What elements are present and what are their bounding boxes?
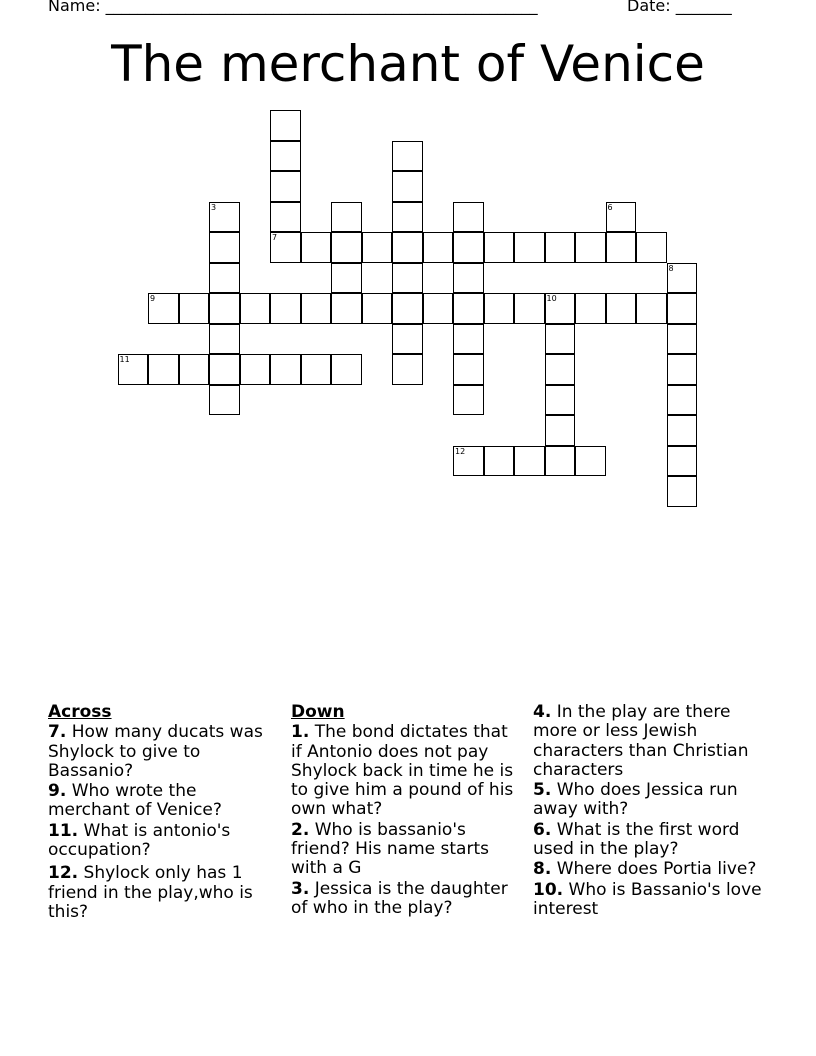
crossword-cell[interactable] (514, 446, 545, 477)
crossword-cell[interactable] (179, 293, 210, 324)
clue-down-5 (533, 781, 765, 820)
crossword-cell[interactable] (545, 293, 576, 324)
clue-number-label: 12 (455, 446, 466, 456)
clue-text: Who is Bassanio's love interest (533, 879, 762, 919)
crossword-cell[interactable] (667, 415, 698, 446)
crossword-cell[interactable] (545, 354, 576, 385)
clue-text: Who does Jessica run away with? (533, 780, 738, 820)
crossword-cell[interactable] (301, 293, 332, 324)
crossword-cell[interactable] (209, 354, 240, 385)
crossword-cell[interactable] (392, 141, 423, 172)
crossword-cell[interactable] (606, 293, 637, 324)
clue-text: Jessica is the daughter of who in the play? (291, 878, 508, 918)
clue-across-11 (48, 822, 273, 861)
clue-down-4 (533, 703, 765, 780)
clue-number: 3. (291, 878, 310, 899)
crossword-cell[interactable] (484, 232, 515, 263)
clue-number-label: 10 (546, 294, 557, 303)
crossword-cell[interactable] (209, 263, 240, 294)
crossword-cell[interactable] (392, 263, 423, 294)
crossword-cell[interactable] (392, 293, 423, 324)
clue-down-1 (291, 723, 523, 819)
crossword-cell[interactable] (331, 263, 362, 294)
clue-number-label: 9 (150, 294, 156, 303)
crossword-cell[interactable] (545, 415, 576, 446)
crossword-cell[interactable] (179, 354, 210, 385)
crossword-cell[interactable] (667, 324, 698, 355)
crossword-cell[interactable] (667, 385, 698, 416)
clue-number-label: 11 (119, 355, 130, 364)
crossword-cell[interactable] (270, 232, 301, 263)
crossword-cell[interactable] (453, 232, 484, 263)
crossword-cell[interactable] (667, 476, 698, 507)
crossword-cell[interactable] (392, 171, 423, 202)
clue-text: What is antonio's occupation? (48, 820, 231, 861)
crossword-cell[interactable] (301, 354, 332, 385)
clue-across-7 (48, 723, 273, 781)
crossword-cell[interactable] (362, 293, 393, 324)
crossword-cell[interactable] (575, 446, 606, 477)
clue-number: 1. (291, 722, 310, 743)
clue-number: 8. (533, 859, 552, 880)
crossword-cell[interactable] (575, 232, 606, 263)
crossword-cell[interactable] (484, 293, 515, 324)
crossword-cell[interactable] (301, 232, 332, 263)
clue-number-label: 8 (668, 263, 674, 273)
crossword-cell[interactable] (514, 232, 545, 263)
crossword-cell[interactable] (392, 354, 423, 385)
crossword-cell[interactable] (270, 354, 301, 385)
clue-number: 9. (48, 781, 67, 802)
clue-text: Where does Portia live? (556, 859, 757, 880)
crossword-cell[interactable] (545, 385, 576, 416)
crossword-cell[interactable] (118, 354, 149, 385)
clue-number: 12. (48, 863, 79, 884)
clue-number-label: 3 (211, 202, 217, 212)
crossword-cell[interactable] (545, 232, 576, 263)
down-clues-continued (533, 703, 765, 920)
across-clues (48, 703, 273, 923)
crossword-cell[interactable] (453, 202, 484, 233)
crossword-cell[interactable] (270, 293, 301, 324)
clue-down-10 (533, 881, 765, 920)
crossword-cell[interactable] (606, 232, 637, 263)
down-heading: Down (291, 702, 345, 722)
crossword-cell[interactable] (667, 354, 698, 385)
name-field-label: Name: ______________________________________________________ (48, 0, 538, 15)
crossword-cell[interactable] (209, 293, 240, 324)
crossword-cell[interactable] (453, 385, 484, 416)
crossword-grid (0, 0, 816, 500)
crossword-cell[interactable] (423, 293, 454, 324)
across-heading: Across (48, 702, 112, 722)
date-field-label: Date: _______ (627, 0, 732, 15)
crossword-cell[interactable] (331, 293, 362, 324)
crossword-cell[interactable] (667, 446, 698, 477)
crossword-cell[interactable] (453, 446, 484, 477)
crossword-cell[interactable] (331, 232, 362, 263)
crossword-cell[interactable] (148, 354, 179, 385)
crossword-cell[interactable] (331, 354, 362, 385)
clue-across-9 (48, 782, 273, 821)
clue-number: 7. (48, 722, 67, 743)
crossword-cell[interactable] (453, 263, 484, 294)
page-title: The merchant of Venice (111, 35, 705, 93)
crossword-cell[interactable] (270, 171, 301, 202)
clue-down-6 (533, 821, 765, 860)
crossword-cell[interactable] (514, 293, 545, 324)
clue-number: 4. (533, 702, 552, 722)
crossword-cell[interactable] (209, 202, 240, 233)
crossword-cell[interactable] (453, 293, 484, 324)
clue-number: 2. (291, 819, 310, 840)
crossword-cell[interactable] (545, 324, 576, 355)
crossword-cell[interactable] (240, 354, 271, 385)
crossword-cell[interactable] (331, 202, 362, 233)
crossword-cell[interactable] (270, 110, 301, 141)
clue-number: 10. (533, 879, 564, 900)
crossword-cell[interactable] (209, 232, 240, 263)
clue-text: Who is bassanio's friend? His name starts with a G (291, 819, 489, 879)
clue-number-label: 6 (607, 202, 613, 212)
crossword-cell[interactable] (209, 385, 240, 416)
clue-text: Shylock only has 1 friend in the play,who is this? (48, 863, 253, 922)
crossword-cell[interactable] (148, 293, 179, 324)
crossword-cell[interactable] (392, 324, 423, 355)
crossword-cell[interactable] (667, 263, 698, 294)
crossword-cell[interactable] (545, 446, 576, 477)
crossword-cell[interactable] (362, 232, 393, 263)
crossword-cell[interactable] (240, 293, 271, 324)
crossword-cell[interactable] (423, 232, 454, 263)
clue-text: The bond dictates that if Antonio does not pay Shylock back in time he is to give him a pound of his own what? (291, 722, 514, 820)
crossword-cell[interactable] (270, 202, 301, 233)
down-clues (291, 703, 523, 919)
clue-text: How many ducats was Shylock to give to Bassanio? (48, 722, 263, 781)
clue-text: In the play are there more or less Jewish characters than Christian characters (533, 702, 749, 780)
crossword-cell[interactable] (484, 446, 515, 477)
crossword-cell[interactable] (453, 354, 484, 385)
clue-down-3 (291, 880, 523, 919)
crossword-cell[interactable] (453, 324, 484, 355)
crossword-cell[interactable] (270, 141, 301, 172)
clue-text: Who wrote the merchant of Venice? (48, 781, 222, 821)
crossword-cell[interactable] (392, 202, 423, 233)
clue-number: 11. (48, 820, 79, 841)
crossword-cell[interactable] (636, 293, 667, 324)
clue-text: What is the first word used in the play? (533, 819, 740, 860)
crossword-cell[interactable] (606, 202, 637, 233)
clue-down-2 (291, 821, 523, 879)
clue-number: 5. (533, 780, 552, 801)
crossword-cell[interactable] (392, 232, 423, 263)
clue-across-12 (48, 864, 273, 922)
crossword-cell[interactable] (575, 293, 606, 324)
clue-number: 6. (533, 819, 552, 840)
clue-number-label: 7 (272, 233, 278, 242)
clue-down-8 (533, 860, 765, 879)
crossword-cell[interactable] (209, 324, 240, 355)
crossword-cell[interactable] (667, 293, 698, 324)
crossword-cell[interactable] (636, 232, 667, 263)
